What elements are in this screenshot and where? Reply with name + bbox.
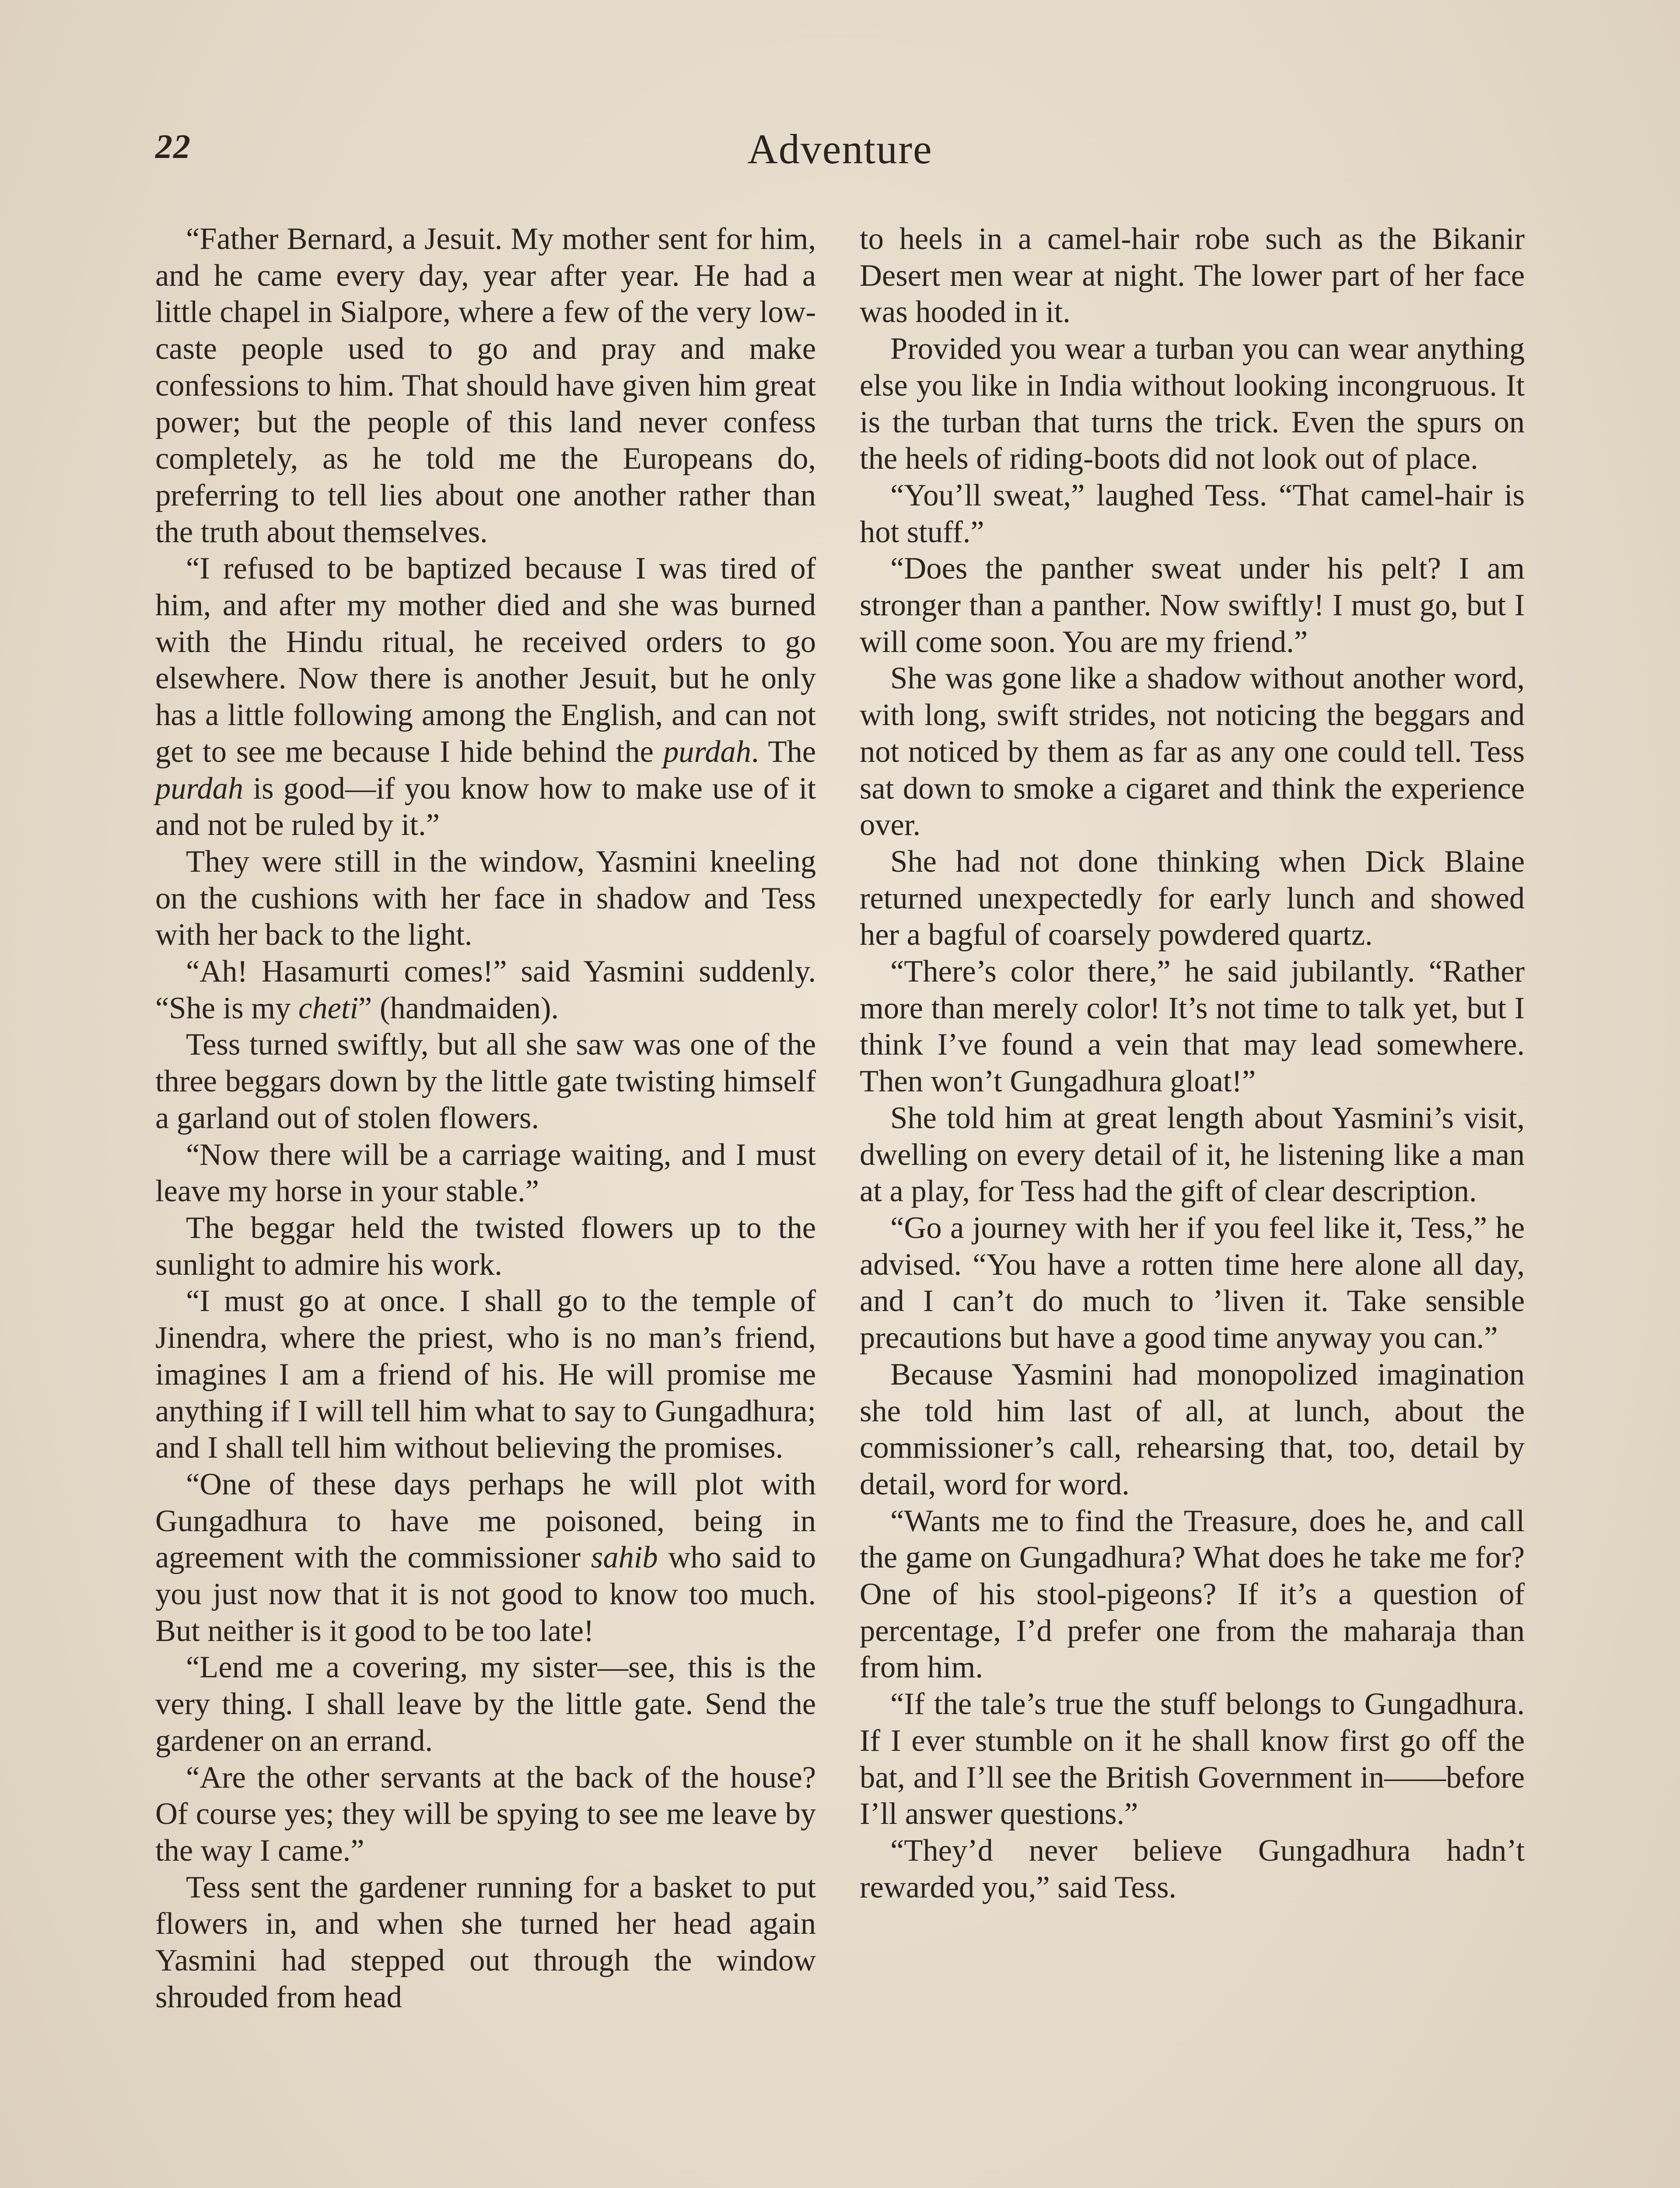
- paragraph: “Now there will be a carriage waiting, and I must leave my horse in your stable.”: [155, 1137, 816, 1209]
- right-column: [860, 221, 1525, 1906]
- text-run: . The: [751, 734, 816, 769]
- page-folio: 22: [155, 127, 191, 165]
- text-run: ” (handmaiden).: [358, 991, 559, 1025]
- paragraph: Tess sent the gardener running for a basket to put flowers in, and when she turned her head again Yasmini had stepped out through the window shrouded from head: [155, 1870, 816, 2014]
- running-head: Adventure: [747, 126, 933, 172]
- paragraph: The beggar held the twisted flowers up to the sunlight to admire his work.: [155, 1210, 816, 1282]
- paragraph: She had not done thinking when Dick Blaine returned unexpectedly for early lunch and showed her a bagful of coarsely powdered quartz.: [860, 844, 1525, 952]
- paragraph: [155, 954, 816, 1027]
- paragraph: “Father Bernard, a Jesuit. My mother sent for him, and he came every day, year after year. He had a little chapel in Sialpore, where a few of the very low-caste people used to go and pray and make confessions to him. That should have given him great power; but the people of this land never confess completely, as he told me the Europeans do, preferring to tell lies about one another rather than the truth about themselves.: [155, 222, 816, 549]
- text-run: “Ah! Hasamurti comes!” said Yasmini suddenly. “She is my: [155, 954, 816, 1025]
- paragraph: “They’d never believe Gungadhura hadn’t rewarded you,” said Tess.: [860, 1833, 1525, 1904]
- paragraph: “You’ll sweat,” laughed Tess. “That camel-hair is hot stuff.”: [860, 478, 1525, 549]
- paragraph: “I must go at once. I shall go to the temple of Jinendra, where the priest, who is no man’s friend, imagines I am a friend of his. He will promise me anything if I will tell him what to say to Gungadhura; and I shall tell him without believing the promises.: [155, 1284, 816, 1465]
- text-run: who said to you just now that it is not good to know too much. But neither is it good to be too late!: [155, 1540, 816, 1648]
- paragraph: [155, 551, 816, 844]
- paragraph: “If the tale’s true the stuff belongs to Gungadhura. If I ever stumble on it he shall know first go off the bat, and I’ll see the British Government in——before I’ll answer questions.”: [860, 1687, 1525, 1831]
- paragraph: “Lend me a covering, my sister—see, this is the very thing. I shall leave by the little gate. Send the gardener on an errand.: [155, 1650, 816, 1758]
- paragraph: “Does the panther sweat under his pelt? I am stronger than a panther. Now swiftly! I must go, but I will come soon. You are my friend.”: [860, 551, 1525, 659]
- italic-term: purdah: [663, 734, 752, 769]
- paragraph: She was gone like a shadow without another word, with long, swift strides, not noticing the beggars and not noticed by them as far as any one could tell. Tess sat down to smoke a cigaret and think the experience over.: [860, 661, 1525, 842]
- italic-term: sahib: [591, 1540, 658, 1575]
- paragraph: to heels in a camel-hair robe such as the Bikanir Desert men wear at night. The lower part of her face was hooded in it.: [860, 222, 1525, 330]
- paragraph: “Wants me to find the Treasure, does he, and call the game on Gungadhura? What does he take me for? One of his stool-pigeons? If it’s a question of percentage, I’d prefer one from the maharaja than from him.: [860, 1504, 1525, 1685]
- text-run: “One of these days perhaps he will plot with Gungadhura to have me poisoned, being in agreement with the commissioner: [155, 1467, 816, 1575]
- text-run: is good—if you know how to make use of it and not be ruled by it.”: [155, 771, 816, 842]
- left-column: [155, 221, 816, 2016]
- italic-term: purdah: [155, 771, 244, 806]
- paragraph: They were still in the window, Yasmini kneeling on the cushions with her face in shadow and Tess with her back to the light.: [155, 844, 816, 952]
- paragraph: [155, 1466, 816, 1650]
- paragraph: Tess turned swiftly, but all she saw was one of the three beggars down by the little gate twisting himself a garland out of stolen flowers.: [155, 1027, 816, 1135]
- text-run: “I refused to be baptized because I was tired of him, and after my mother died and she was burned with the Hindu ritual, he received orders to go elsewhere. Now there is another Jesuit, but he only has a little following among the English, and can not get to see me because I hide behind the: [155, 551, 816, 769]
- paragraph: Because Yasmini had monopolized imagination she told him last of all, at lunch, about the commissioner’s call, rehearsing that, too, detail by detail, word for word.: [860, 1357, 1525, 1501]
- paragraph: “Are the other servants at the back of the house? Of course yes; they will be spying to see me leave by the way I came.”: [155, 1760, 816, 1868]
- paragraph: Provided you wear a turban you can wear anything else you like in India without looking incongruous. It is the turban that turns the trick. Even the spurs on the heels of riding-boots did not look out of place.: [860, 332, 1525, 476]
- paragraph: She told him at great length about Yasmini’s visit, dwelling on every detail of it, he listening like a man at a play, for Tess had the gift of clear description.: [860, 1101, 1525, 1209]
- italic-term: cheti: [298, 991, 359, 1025]
- paragraph: “There’s color there,” he said jubilantly. “Rather more than merely color! It’s not time to talk yet, but I think I’ve found a vein that may lead somewhere. Then won’t Gungadhura gloat!”: [860, 954, 1525, 1099]
- paragraph: “Go a journey with her if you feel like it, Tess,” he advised. “You have a rotten time here alone all day, and I can’t do much to ’liven it. Take sensible precautions but have a good time anyway you can.”: [860, 1210, 1525, 1355]
